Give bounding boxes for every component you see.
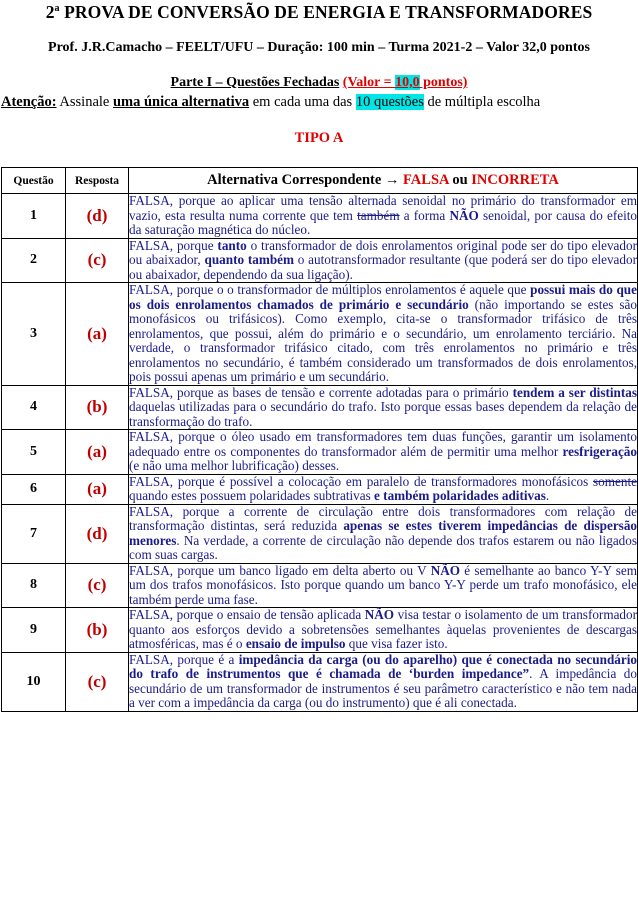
bold-text: NÃO [449, 207, 479, 223]
explanation-text: FALSA, porque um banco ligado em delta aberto ou V [129, 562, 431, 578]
table-row [2, 238, 638, 283]
explanation-text: FALSA, porque é a [129, 651, 239, 667]
answer-explanation [129, 504, 638, 563]
explanation-text: que visa fazer isto. [345, 636, 448, 651]
attention-highlight: 10 questões [355, 94, 424, 110]
bold-text: impedância da carga (ou do aparelho) que é conectada no secundário do trafo de instrumentos que é chamada de ‘burden impedance” [129, 651, 637, 681]
answers-table [1, 167, 638, 712]
explanation-text: FALSA, porque ao aplicar uma tensão alternada senoidal no primário do transformador em vazio, esta resulta numa corrente que tem [129, 193, 637, 223]
answer-letter: (d) [66, 504, 129, 563]
answer-letter: (c) [66, 652, 129, 711]
explanation-text: o autotransformador resultante (que poderá ser do tipo elevador ou abaixador, dependendo da sua ligação). [129, 252, 637, 282]
answer-explanation [129, 474, 638, 504]
exam-type: TIPO A [294, 130, 344, 146]
explanation-text: é semelhante ao banco Y-Y sem um dos trafos monofásicos. Isto porque quando um banco Y-Y perde um trafo monofásico, ele também perde uma fase. [129, 562, 637, 607]
bold-text: possui mais do que os dois enrolamentos chamados de primário e secundário [129, 282, 637, 312]
answer-explanation [129, 652, 638, 711]
header-answer: Resposta [66, 168, 129, 194]
exam-title [0, 2, 638, 23]
question-number: 6 [2, 474, 66, 504]
question-number: 8 [2, 563, 66, 608]
explanation-text: FALSA, porque [129, 237, 218, 253]
table-row [2, 283, 638, 386]
bold-text: NÃO [364, 607, 395, 622]
explanation-text: . [545, 488, 550, 503]
explanation-text: . Na verdade, a corrente de circulação não depende dos trafos estarem ou não ligados com suas cargas. [129, 532, 637, 562]
part-value-highlight: 10,0 [395, 75, 420, 90]
table-row [2, 385, 638, 430]
table-row [2, 194, 638, 239]
answer-letter: (c) [66, 238, 129, 283]
explanation-text: visa testar o isolamento de um transformador quanto aos esforços devido a sobretensões semelhantes àquelas provenientes de descargas atmosféricas, mas é o [129, 607, 638, 651]
bold-text: NÃO [430, 562, 460, 578]
table-row [2, 430, 638, 475]
question-number: 5 [2, 430, 66, 475]
explanation-text: . A impedância do secundário de um transformador de instrumentos é seu parâmetro característico e não tem nada a ver com a impedância da carga (ou do instrumento) que é ali conectada. [129, 666, 637, 710]
explanation-text: daquelas utilizadas para o secundário do trafo. Isto porque essas bases dependem da relação de transformação do trafo. [129, 399, 637, 429]
answer-explanation [129, 430, 638, 475]
answer-letter: (a) [66, 474, 129, 504]
table-row [2, 608, 638, 653]
question-number: 3 [2, 283, 66, 386]
explanation-text: senoidal, por causa do efeito da saturação magnética do núcleo. [129, 207, 637, 237]
attention-bold: uma única alternativa [112, 94, 250, 110]
answer-explanation [129, 283, 638, 386]
answer-letter: (d) [66, 194, 129, 239]
answer-explanation [129, 385, 638, 430]
title-superscript: a [54, 3, 60, 15]
explanation-text: quando estes possuem polaridades subtrativas [129, 488, 375, 503]
part-label: Parte I – Questões Fechadas [170, 75, 340, 90]
bold-text: ensaio de impulso [245, 636, 346, 651]
question-number: 4 [2, 385, 66, 430]
answer-explanation [129, 194, 638, 239]
answer-explanation [129, 563, 638, 608]
title-text: PROVA DE CONVERSÃO DE ENERGIA E TRANSFORMADORES [59, 2, 593, 22]
explanation-text: FALSA, porque o o transformador de múltiplos enrolamentos é aquele que [129, 282, 531, 297]
question-number: 10 [2, 652, 66, 711]
bold-text: e também polaridades aditivas [374, 488, 546, 503]
explanation-text: (e não uma melhor lubrificação) desses. [129, 458, 340, 473]
explanation-text: a forma [399, 207, 450, 223]
answer-letter: (a) [66, 430, 129, 475]
explanation-text: FALSA, porque é possível a colocação em paralelo de transformadores monofásicos [129, 473, 594, 489]
header-question: Questão [2, 168, 66, 194]
attention-label: Atenção: [1, 94, 57, 110]
explanation-text: FALSA, porque o ensaio de tensão aplicada [129, 607, 365, 622]
table-row [2, 474, 638, 504]
part-heading [0, 75, 638, 91]
exam-subtitle: Prof. J.R.Camacho – FEELT/UFU – Duração: 100 min – Turma 2021-2 – Valor 32,0 pontos [48, 40, 590, 55]
table-row [2, 652, 638, 711]
explanation-text: FALSA, porque o óleo usado em transformadores tem duas funções, garantir um isolamento adequado entre os componentes do transformador além de permitir uma melhor [129, 429, 637, 459]
explanation-text: FALSA, porque a corrente de circulação entre dois transformadores com relação de transformação distintas, será reduzida [129, 503, 637, 533]
table-header-row [2, 168, 638, 194]
header-alternative: Alternativa Correspondente → FALSA ou INCORRETA [129, 168, 638, 194]
bold-text: tendem a ser distintas [512, 384, 637, 400]
answer-explanation [129, 608, 638, 653]
bold-text: tanto [217, 237, 247, 253]
answer-letter: (a) [66, 283, 129, 386]
bold-text: quanto também [204, 252, 294, 267]
answer-letter: (b) [66, 608, 129, 653]
part-value: (Valor = 10,0 pontos) [342, 75, 468, 90]
answer-letter: (b) [66, 385, 129, 430]
question-number: 2 [2, 238, 66, 283]
question-number: 1 [2, 194, 66, 239]
answer-letter: (c) [66, 563, 129, 608]
bold-text: apenas se estes tiverem impedâncias de dispersão menores [129, 518, 638, 548]
explanation-text: (não importando se estes são monofásicos ou trifásicos). Como exemplo, cita-se o transformador trifásico de três enrolamentos, que possui, além do primário e o secundário, um enrolamento terciário. Na verdade, o transformador trifásico citado, com três enrolamentos no primário e três enrolamentos no secundário, é também considerado um transformados de dois enrolamentos, pois possui apenas um primário e um secundário. [129, 296, 637, 384]
explanation-text: o transformador de dois enrolamentos original pode ser do tipo elevador ou abaixador, [129, 237, 637, 267]
answers-body [2, 194, 638, 712]
question-number: 9 [2, 608, 66, 653]
answer-explanation [129, 238, 638, 283]
bold-text: resfrigeração [562, 443, 637, 459]
table-row [2, 504, 638, 563]
explanation-text: FALSA, porque as bases de tensão e corrente adotadas para o primário [129, 384, 513, 400]
strikethrough-text: também [357, 207, 400, 223]
title-number: 2 [45, 2, 55, 22]
table-row [2, 563, 638, 608]
attention-line: Atenção: Assinale uma única alternativa em cada uma das 10 questões de múltipla escolha [1, 94, 541, 110]
strikethrough-text: somente [593, 473, 637, 489]
question-number: 7 [2, 504, 66, 563]
